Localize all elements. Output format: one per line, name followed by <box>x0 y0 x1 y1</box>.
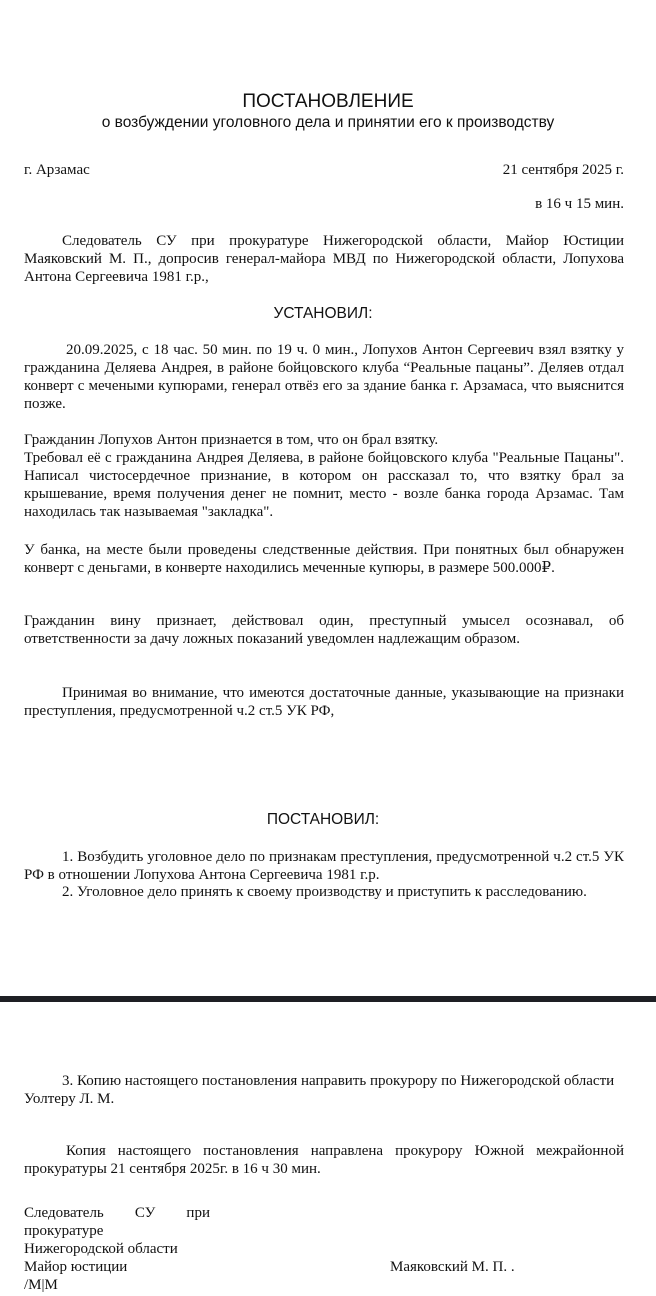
signature-mark: /М|М <box>24 1277 58 1293</box>
established-paragraph-2: Гражданин Лопухов Антон признается в том, что он брал взятку. <box>24 432 439 448</box>
signature-line-4: Майор юстиции <box>24 1259 128 1275</box>
document-page-2 <box>0 1002 656 1296</box>
decided-item-1: 1. Возбудить уголовное дело по признакам преступления, предусмотренной ч.2 ст.5 УК РФ в отношении Лопухова Антона Сергеевича 1981 г.р. <box>24 849 624 883</box>
city: г. Арзамас <box>24 162 90 178</box>
established-paragraph-5: Гражданин вину признает, действовал один, преступный умысел осознавал, об ответственности за дачу ложных показаний уведомлен надлежащим образом. <box>24 613 624 647</box>
copy-note: Копия настоящего постановления направлена прокурору Южной межрайонной прокуратуры 21 сентября 2025г. в 16 ч 30 мин. <box>24 1143 624 1177</box>
decided-heading: ПОСТАНОВИЛ: <box>266 811 380 828</box>
signature-line-1: Следователь СУ при <box>24 1205 210 1221</box>
time: в 16 ч 15 мин. <box>535 196 624 212</box>
considering-paragraph: Принимая во внимание, что имеются достаточные данные, указывающие на признаки преступления, предусмотренной ч.2 ст.5 УК РФ, <box>24 685 624 719</box>
established-paragraph-3: Требовал её с гражданина Андрея Деляева, в районе бойцовского клуба "Реальные Пацаны". Написал чистосердечное признание, в котором он рассказал то, что взятку брал за крышевание, время получения денег не помнит, место - возле банка города Арзамас. Там находилась так называемая "закладка". <box>24 450 624 520</box>
document-title: ПОСТАНОВЛЕНИЕ <box>242 91 414 112</box>
established-paragraph-4: У банка, на месте были проведены следственные действия. При понятных был обнаружен конверт с деньгами, в конверте находились меченные купюры, в размере 500.000₽. <box>24 542 624 576</box>
signature-line-3: Нижегородской области <box>24 1241 178 1257</box>
signature-name: Маяковский М. П. . <box>390 1259 515 1275</box>
established-paragraph-1: 20.09.2025, с 18 час. 50 мин. по 19 ч. 0 мин., Лопухов Антон Сергеевич взял взятку у гражданина Деляева Андрея, в районе бойцовского клуба “Реальные пацаны”. Деляев отдал конверт с мечеными купюрами, генерал отвёз его за здание банка г. Арзамаса, что выяснится позже. <box>24 342 624 412</box>
date: 21 сентября 2025 г. <box>502 162 624 178</box>
decided-item-2: 2. Уголовное дело принять к своему производству и приступить к расследованию. <box>62 884 587 900</box>
intro-paragraph: Следователь СУ при прокуратуре Нижегородской области, Майор Юстиции Маяковский М. П., допросив генерал-майора МВД по Нижегородской области, Лопухова Антона Сергеевича 1981 г.р., <box>24 233 624 285</box>
established-heading: УСТАНОВИЛ: <box>273 305 373 322</box>
document-subtitle: о возбуждении уголовного дела и принятии его к производству <box>101 114 555 131</box>
signature-line-2: прокуратуре <box>24 1223 104 1239</box>
decided-item-3: 3. Копию настоящего постановления направить прокурору по Нижегородской области Уолтеру Л. М. <box>24 1073 615 1107</box>
